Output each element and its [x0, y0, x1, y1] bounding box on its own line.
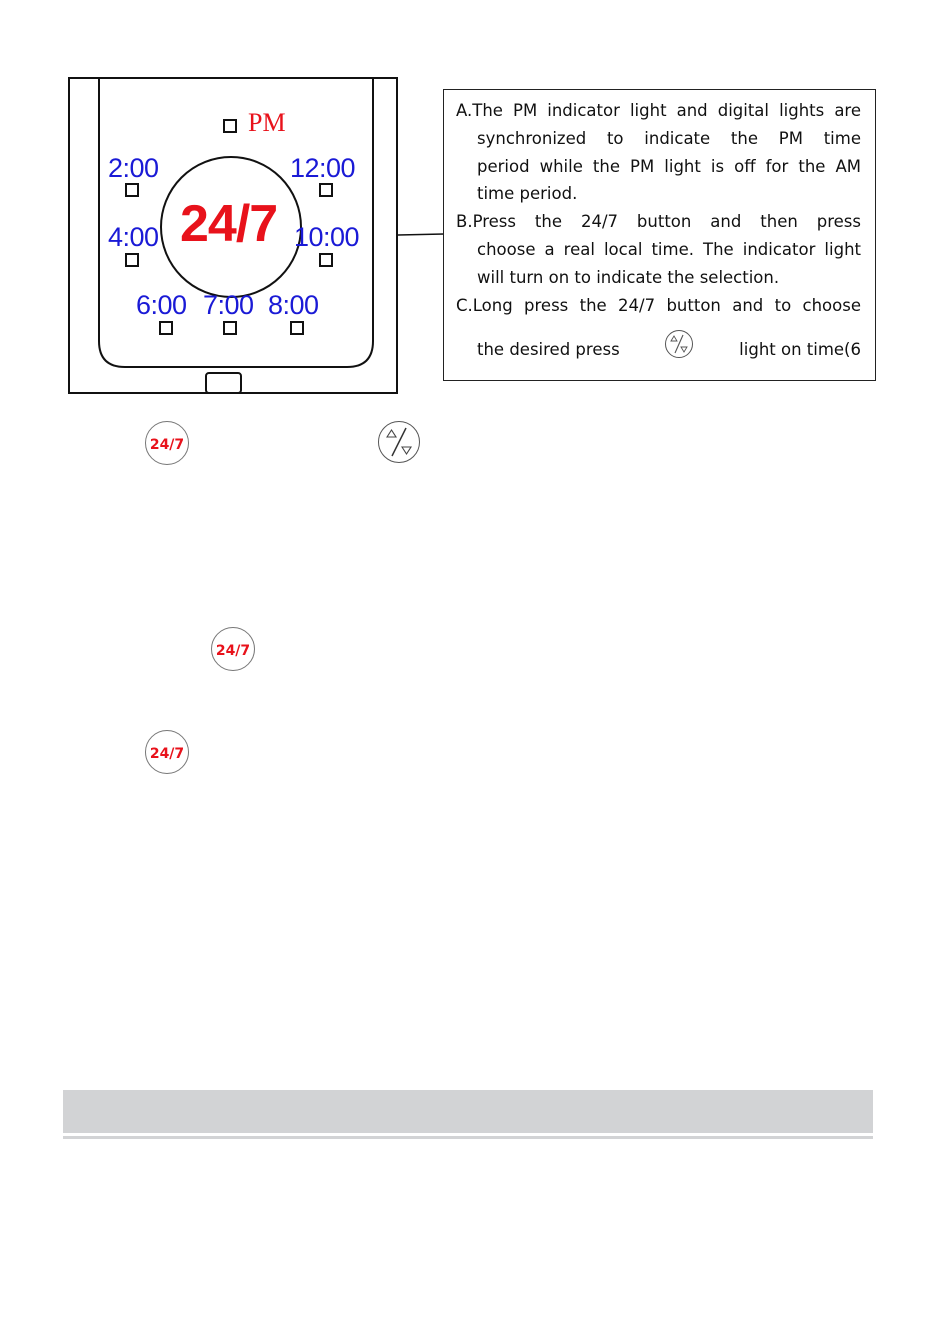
button-247-text: 24/7	[149, 437, 185, 453]
time-4-label: 4:00	[108, 222, 159, 252]
instruction-c	[456, 292, 861, 320]
instruction-b-line2: choose a real local time. The indicator light	[477, 239, 861, 259]
up-down-arrow-icon	[664, 329, 694, 359]
instruction-a	[456, 97, 861, 208]
instruction-c-line1: C.Long press the 24/7 button and to choose	[456, 295, 861, 315]
instruction-a-line4: time period.	[477, 184, 578, 204]
instruction-a-line2: synchronized to indicate the PM time	[477, 128, 861, 148]
time-4-indicator	[125, 253, 139, 267]
time-12-label: 12:00	[290, 153, 356, 183]
time-12-indicator	[319, 183, 333, 197]
pm-label: PM	[248, 108, 286, 137]
time-7-indicator	[223, 321, 237, 335]
time-2-label: 2:00	[108, 153, 159, 183]
time-8-indicator	[290, 321, 304, 335]
section-divider	[63, 1136, 873, 1139]
time-6-label: 6:00	[136, 290, 187, 320]
section-header-bar	[63, 1090, 873, 1133]
instruction-b	[456, 208, 861, 291]
pm-indicator-square	[223, 119, 237, 133]
time-10-indicator	[319, 253, 333, 267]
instruction-c-line2-part2: light on time(6	[739, 339, 861, 359]
instruction-b-line1: B.Press the 24/7 button and then press	[456, 212, 861, 232]
instructions-box	[443, 89, 876, 381]
center-247-label: 24/7	[180, 195, 278, 253]
time-10-label: 10:00	[294, 222, 360, 252]
time-7-label: 7:00	[203, 290, 254, 320]
instruction-c-line2	[456, 329, 861, 363]
instruction-c-line2-part1: the desired press	[477, 339, 620, 359]
instruction-b-line3: will turn on to indicate the selection.	[477, 267, 780, 287]
up-down-arrow-icon	[377, 420, 421, 464]
callout-connector	[398, 225, 444, 237]
instruction-a-line1: A.The PM indicator light and digital lights are	[456, 101, 861, 120]
button-247-text: 24/7	[215, 643, 251, 659]
button-247-text: 24/7	[149, 746, 185, 762]
time-6-indicator	[159, 321, 173, 335]
button-247-icon	[144, 420, 190, 466]
time-8-label: 8:00	[268, 290, 319, 320]
instruction-a-line3: period while the PM light is off for the AM	[477, 156, 861, 176]
button-247-icon	[144, 729, 190, 775]
remote-diagram	[68, 77, 398, 394]
time-2-indicator	[125, 183, 139, 197]
button-247-icon	[210, 626, 256, 672]
